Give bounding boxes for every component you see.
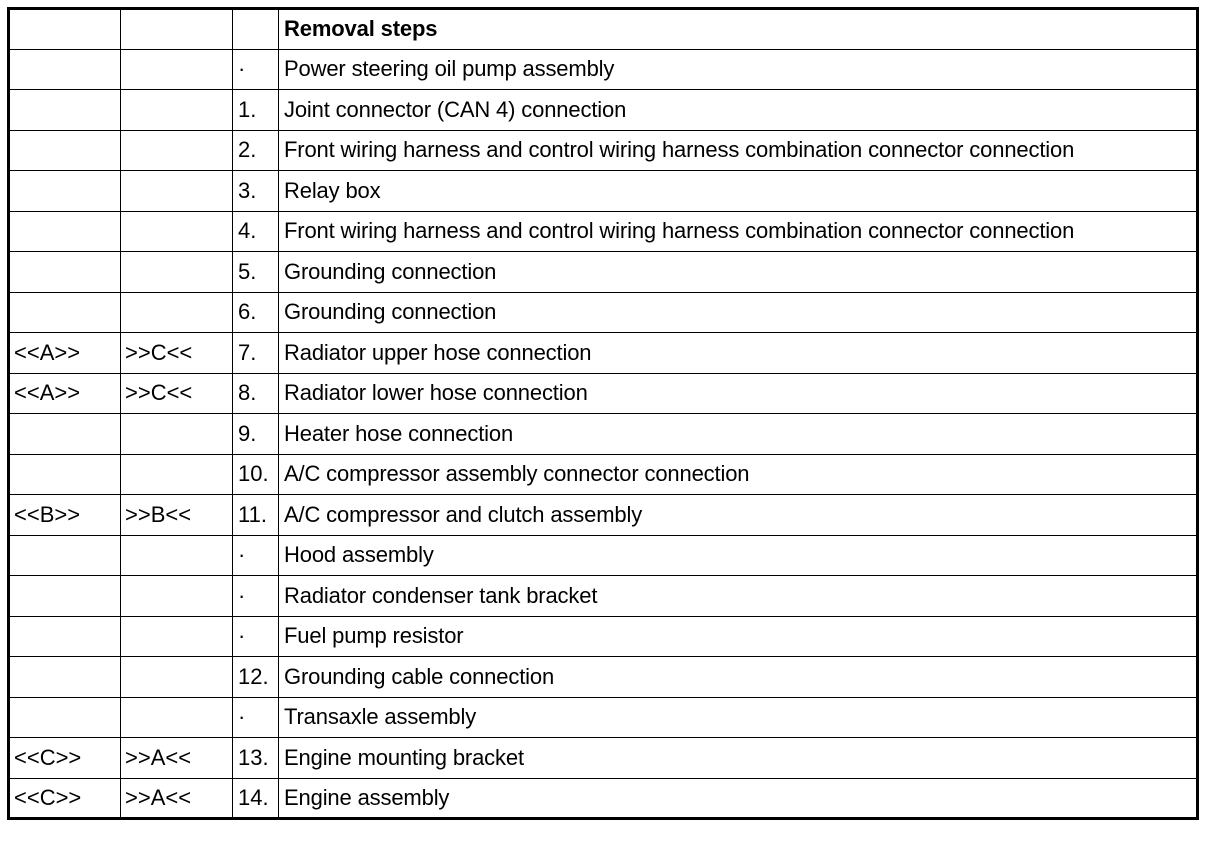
ref-a-cell bbox=[9, 657, 121, 698]
ref-b-cell bbox=[121, 576, 233, 617]
step-description-cell: Radiator lower hose connection bbox=[279, 373, 1198, 414]
table-body bbox=[9, 9, 1198, 819]
step-description-cell: Engine mounting bracket bbox=[279, 738, 1198, 779]
step-description-cell: Radiator upper hose connection bbox=[279, 333, 1198, 374]
table-row bbox=[9, 130, 1198, 171]
ref-b-cell bbox=[121, 292, 233, 333]
ref-b-cell: >>C<< bbox=[121, 333, 233, 374]
step-description-cell: Fuel pump resistor bbox=[279, 616, 1198, 657]
ref-b-cell bbox=[121, 211, 233, 252]
step-description-cell: Front wiring harness and control wiring harness combination connector connection bbox=[279, 130, 1198, 171]
ref-b-cell bbox=[121, 130, 233, 171]
step-number-cell: · bbox=[233, 576, 279, 617]
table-row bbox=[9, 373, 1198, 414]
step-number-cell: 10. bbox=[233, 454, 279, 495]
step-number-cell: 2. bbox=[233, 130, 279, 171]
table-row bbox=[9, 454, 1198, 495]
step-description-cell: Heater hose connection bbox=[279, 414, 1198, 455]
table-row bbox=[9, 576, 1198, 617]
step-number-cell: 5. bbox=[233, 252, 279, 293]
table-row bbox=[9, 171, 1198, 212]
step-description-cell: Radiator condenser tank bracket bbox=[279, 576, 1198, 617]
ref-b-cell: >>A<< bbox=[121, 738, 233, 779]
ref-a-cell bbox=[9, 535, 121, 576]
step-number-cell: 6. bbox=[233, 292, 279, 333]
header-title: Removal steps bbox=[279, 9, 1198, 50]
ref-a-cell: <<A>> bbox=[9, 333, 121, 374]
ref-a-cell bbox=[9, 616, 121, 657]
step-description-cell: Engine assembly bbox=[279, 778, 1198, 819]
ref-a-cell bbox=[9, 130, 121, 171]
step-description-cell: Hood assembly bbox=[279, 535, 1198, 576]
step-number-cell: 9. bbox=[233, 414, 279, 455]
step-number-cell: 4. bbox=[233, 211, 279, 252]
ref-b-cell bbox=[121, 697, 233, 738]
ref-a-cell bbox=[9, 292, 121, 333]
table-row bbox=[9, 535, 1198, 576]
ref-b-cell bbox=[121, 49, 233, 90]
ref-b-cell bbox=[121, 171, 233, 212]
step-number-cell: 1. bbox=[233, 90, 279, 131]
ref-a-cell bbox=[9, 414, 121, 455]
step-number-cell: 8. bbox=[233, 373, 279, 414]
step-number-cell: 14. bbox=[233, 778, 279, 819]
ref-a-cell bbox=[9, 697, 121, 738]
step-number-cell: · bbox=[233, 535, 279, 576]
table-row bbox=[9, 738, 1198, 779]
ref-a-cell bbox=[9, 454, 121, 495]
header-ref-a-cell bbox=[9, 9, 121, 50]
table-row bbox=[9, 49, 1198, 90]
table-row bbox=[9, 495, 1198, 536]
step-number-cell: 3. bbox=[233, 171, 279, 212]
step-description-cell: Transaxle assembly bbox=[279, 697, 1198, 738]
step-number-cell: 11. bbox=[233, 495, 279, 536]
step-description-cell: Grounding cable connection bbox=[279, 657, 1198, 698]
table-row bbox=[9, 333, 1198, 374]
step-description-cell: Relay box bbox=[279, 171, 1198, 212]
table-row bbox=[9, 414, 1198, 455]
ref-b-cell bbox=[121, 535, 233, 576]
ref-a-cell bbox=[9, 576, 121, 617]
table-row bbox=[9, 90, 1198, 131]
table-row bbox=[9, 292, 1198, 333]
step-number-cell: 7. bbox=[233, 333, 279, 374]
step-number-cell: 13. bbox=[233, 738, 279, 779]
ref-b-cell bbox=[121, 616, 233, 657]
step-description-cell: A/C compressor assembly connector connection bbox=[279, 454, 1198, 495]
ref-b-cell bbox=[121, 657, 233, 698]
step-description-cell: Grounding connection bbox=[279, 252, 1198, 293]
ref-b-cell: >>B<< bbox=[121, 495, 233, 536]
removal-steps-table bbox=[7, 7, 1199, 820]
header-num-cell bbox=[233, 9, 279, 50]
table-row bbox=[9, 778, 1198, 819]
table-row bbox=[9, 697, 1198, 738]
ref-a-cell: <<C>> bbox=[9, 738, 121, 779]
ref-a-cell: <<C>> bbox=[9, 778, 121, 819]
step-description-cell: Front wiring harness and control wiring harness combination connector connection bbox=[279, 211, 1198, 252]
ref-a-cell: <<B>> bbox=[9, 495, 121, 536]
ref-b-cell bbox=[121, 454, 233, 495]
ref-a-cell bbox=[9, 49, 121, 90]
step-description-cell: A/C compressor and clutch assembly bbox=[279, 495, 1198, 536]
table-row bbox=[9, 211, 1198, 252]
step-description-cell: Power steering oil pump assembly bbox=[279, 49, 1198, 90]
step-number-cell: · bbox=[233, 697, 279, 738]
table-row bbox=[9, 657, 1198, 698]
ref-b-cell bbox=[121, 90, 233, 131]
table-header-row bbox=[9, 9, 1198, 50]
ref-b-cell bbox=[121, 252, 233, 293]
step-number-cell: 12. bbox=[233, 657, 279, 698]
table-row bbox=[9, 616, 1198, 657]
ref-b-cell bbox=[121, 414, 233, 455]
ref-a-cell bbox=[9, 211, 121, 252]
step-description-cell: Joint connector (CAN 4) connection bbox=[279, 90, 1198, 131]
ref-b-cell: >>C<< bbox=[121, 373, 233, 414]
ref-a-cell bbox=[9, 171, 121, 212]
step-description-cell: Grounding connection bbox=[279, 292, 1198, 333]
step-number-cell: · bbox=[233, 49, 279, 90]
table-row bbox=[9, 252, 1198, 293]
ref-a-cell bbox=[9, 90, 121, 131]
header-ref-b-cell bbox=[121, 9, 233, 50]
ref-a-cell: <<A>> bbox=[9, 373, 121, 414]
step-number-cell: · bbox=[233, 616, 279, 657]
ref-a-cell bbox=[9, 252, 121, 293]
ref-b-cell: >>A<< bbox=[121, 778, 233, 819]
